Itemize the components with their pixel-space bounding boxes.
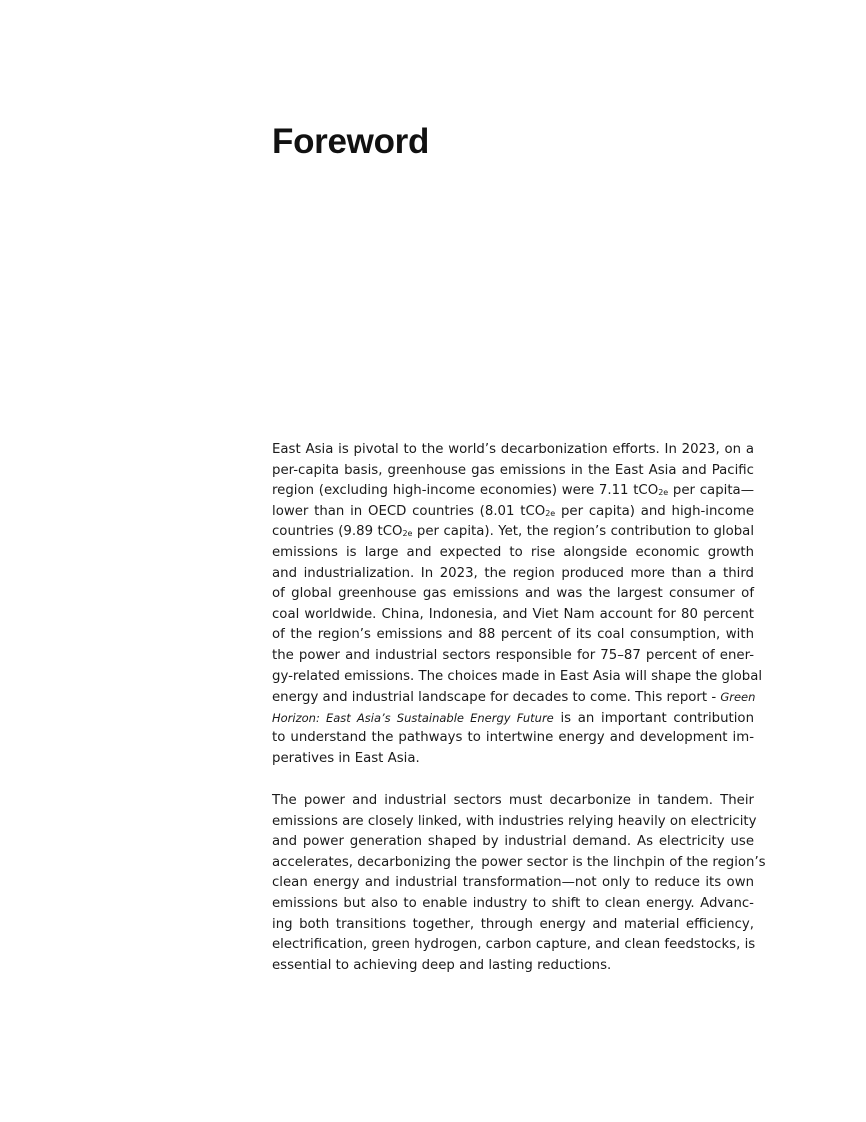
text-line: gy-related emissions. The choices made in East Asia will shape the global (272, 668, 763, 684)
text-line: of the region’s emissions and 88 percent of its coal consumption, with (272, 627, 754, 643)
text-line: essential to achieving deep and lasting reductions. (272, 957, 612, 973)
text-line: and power generation shaped by industrial demand. As electricity use (272, 834, 754, 850)
text-line: and industrialization. In 2023, the region produced more than a third (272, 565, 754, 581)
text-run: per capita— (668, 483, 754, 499)
report-title-italic: Horizon: East Asia’s Sustainable Energy Future (272, 710, 554, 725)
subscript: 2e (402, 529, 413, 539)
text-line: of global greenhouse gas emissions and was the largest consumer of (272, 586, 754, 602)
text-line: accelerates, decarbonizing the power sector is the linchpin of the region’s (272, 854, 766, 870)
text-line: the power and industrial sectors responsible for 75–87 percent of ener- (272, 647, 754, 663)
text-run: is an important contribution (553, 710, 754, 726)
text-line: emissions are closely linked, with industries relying heavily on electricity (272, 813, 757, 829)
text-line: peratives in East Asia. (272, 750, 420, 766)
report-title-italic: Green (720, 690, 756, 705)
text-run: countries (9.89 tCO (272, 524, 403, 540)
text-line: emissions but also to enable industry to shift to clean energy. Advanc- (272, 895, 754, 911)
text-run: energy and industrial landscape for decades to come. This report - (272, 690, 721, 706)
subscript: 2e (545, 508, 556, 518)
text-line: emissions is large and expected to rise alongside economic growth (272, 544, 754, 560)
text-run: per capita) and high-income (555, 503, 754, 519)
text-line (272, 522, 754, 543)
page-title: Foreword (272, 122, 430, 161)
text-run: lower than in OECD countries (8.01 tCO (272, 503, 546, 519)
text-line: coal worldwide. China, Indonesia, and Viet Nam account for 80 percent (272, 606, 754, 622)
text-line (272, 687, 754, 708)
text-line: East Asia is pivotal to the world’s decarbonization efforts. In 2023, on a (272, 442, 754, 457)
paragraph-2 (272, 791, 766, 976)
text-line: ing both transitions together, through energy and material efficiency, (272, 916, 754, 932)
subscript: 2e (658, 488, 669, 498)
text-run: per capita). Yet, the region’s contribution to global (412, 524, 755, 540)
text-line: electrification, green hydrogen, carbon capture, and clean feedstocks, is (272, 937, 756, 953)
text-line: per-capita basis, greenhouse gas emissions in the East Asia and Pacific (272, 462, 754, 478)
paragraph-1 (272, 440, 763, 770)
text-line: to understand the pathways to intertwine energy and development im- (272, 730, 754, 746)
text-line (272, 708, 754, 729)
text-run: region (excluding high-income economies) were 7.11 tCO (272, 483, 659, 499)
text-line (272, 502, 754, 523)
text-line: clean energy and industrial transformation—not only to reduce its own (272, 875, 754, 891)
text-line (272, 481, 754, 502)
text-line: The power and industrial sectors must decarbonize in tandem. Their (272, 793, 754, 808)
